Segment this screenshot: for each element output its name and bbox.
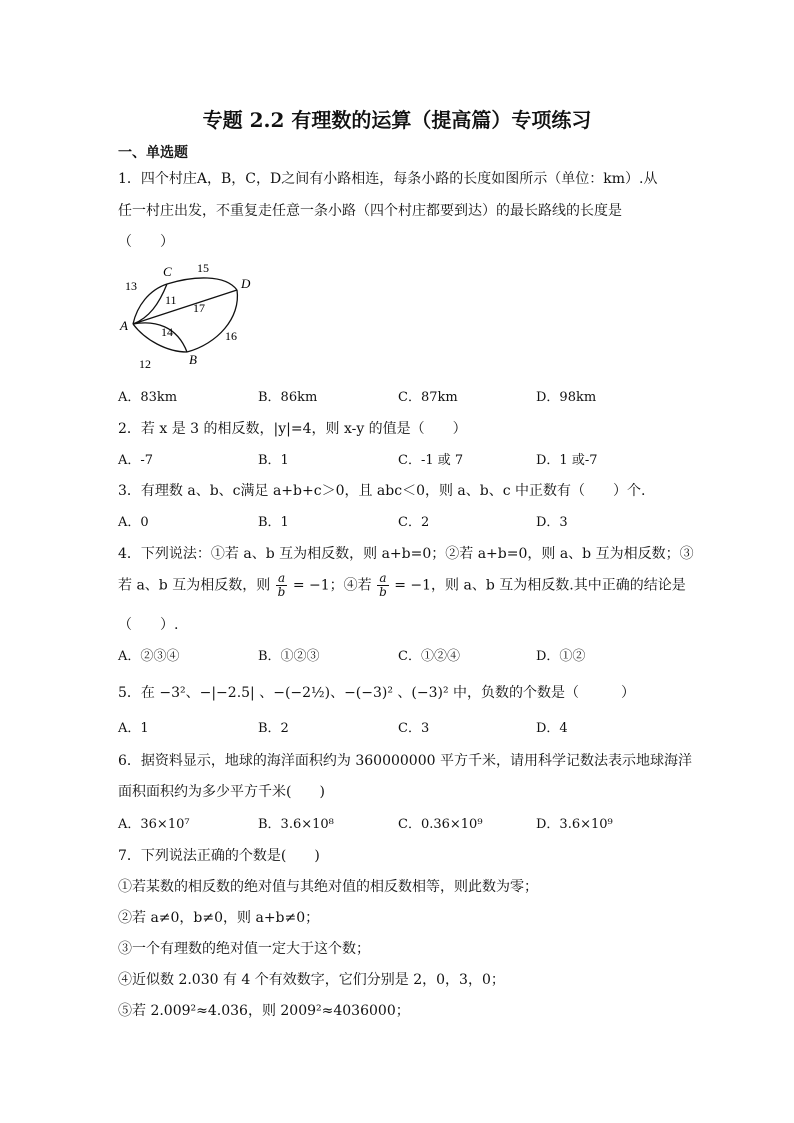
edge-label-ac: 13 [125, 279, 137, 293]
edge-label-ad: 17 [193, 301, 205, 315]
q4-line3: （ ）. [118, 617, 179, 633]
node-c-label: C [163, 264, 172, 279]
edge-label-cd: 15 [197, 261, 209, 275]
q5-option-b[interactable]: B．2 [258, 721, 289, 736]
q2-text: 2．若 x 是 3 的相反数，|y|=4，则 x-y 的值是（ ） [118, 421, 467, 437]
q3-option-c[interactable]: C．2 [398, 515, 430, 530]
fraction-denominator: b [277, 585, 286, 599]
q1-option-c[interactable]: C．87km [398, 390, 458, 405]
edge-label-ab: 12 [139, 357, 151, 371]
edge-c-d [167, 278, 237, 290]
q4-line1: 4．下列说法：①若 a、b 互为相反数，则 a+b=0；②若 a+b=0，则 a、b 互为相反数；③ [118, 546, 694, 562]
node-a-label: A [120, 318, 128, 333]
edge-label-ac-inner: 11 [165, 293, 177, 307]
q2-option-b[interactable]: B．1 [258, 453, 289, 468]
q1-option-d[interactable]: D．98km [536, 390, 597, 405]
fraction-a-over-b [276, 572, 288, 599]
q2-option-a[interactable]: A．-7 [118, 453, 154, 468]
q7-item-5: ⑤若 2.009²≈4.036，则 2009²≈4036000； [118, 1003, 410, 1019]
q4-line2 [118, 572, 686, 599]
q3-option-b[interactable]: B．1 [258, 515, 289, 530]
edge-label-ab-inner: 14 [161, 325, 173, 339]
q4-line2-part2: = −1；④若 [292, 577, 372, 594]
q4-option-c[interactable]: C．①②④ [398, 649, 460, 664]
fraction-denominator-2: b [379, 585, 387, 599]
q3-text: 3．有理数 a、b、c满足 a+b+c＞0，且 abc＜0，则 a、b、c 中正数有（ ）个. [118, 483, 646, 499]
q4-option-b[interactable]: B．①②③ [258, 649, 320, 664]
edge-a-b-inner [133, 323, 187, 352]
edge-label-bd: 16 [225, 329, 237, 343]
q6-option-d[interactable]: D．3.6×10⁹ [536, 817, 613, 832]
q4-option-a[interactable]: A．②③④ [118, 649, 180, 664]
fraction-numerator-2: a [377, 572, 389, 586]
q1-option-b[interactable]: B．86km [258, 390, 318, 405]
route-edges [133, 278, 237, 352]
q1-line1: 1．四个村庄A，B，C，D之间有小路相连，每条小路的长度如图所示（单位：km）.从 [118, 171, 658, 187]
q1-line2: 任一村庄出发，不重复走任意一条小路（四个村庄都要到达）的最长路线的长度是 [118, 203, 622, 219]
q3-option-d[interactable]: D．3 [536, 515, 568, 530]
q6-line1: 6．据资料显示，地球的海洋面积约为 360000000 平方千米，请用科学记数法表示地球海洋 [118, 753, 692, 769]
q7-item-1: ①若某数的相反数的绝对值与其绝对值的相反数相等，则此数为零； [118, 879, 538, 895]
q6-option-c[interactable]: C．0.36×10⁹ [398, 817, 483, 832]
q6-option-a[interactable]: A．36×10⁷ [118, 817, 190, 832]
q7-item-3: ③一个有理数的绝对值一定大于这个数； [118, 941, 370, 957]
section-heading: 一、单选题 [118, 145, 188, 161]
node-b-label: B [189, 352, 197, 367]
village-map-figure [115, 256, 265, 376]
q4-line2-part3: = −1，则 a、b 互为相反数.其中正确的结论是 [394, 577, 686, 594]
node-d-label: D [241, 276, 251, 291]
q4-option-d[interactable]: D．①② [536, 649, 586, 664]
q3-option-a[interactable]: A．0 [118, 515, 149, 530]
q5-option-a[interactable]: A．1 [118, 721, 149, 736]
q1-paren: （ ） [118, 234, 174, 250]
q4-line2-part1: 若 a、b 互为相反数，则 [118, 577, 271, 594]
q1-option-a[interactable]: A．83km [118, 390, 178, 405]
q5-option-c[interactable]: C．3 [398, 721, 430, 736]
q2-option-d[interactable]: D．1 或-7 [536, 453, 598, 468]
q5-option-d[interactable]: D．4 [536, 721, 568, 736]
q5-text: 5．在 −3²、−|−2.5| 、−(−2½)、−(−3)² 、(−3)² 中，负数的个数是（ ） [118, 685, 636, 701]
q7-item-2: ②若 a≠0，b≠0，则 a+b≠0； [118, 910, 320, 926]
q7-item-4: ④近似数 2.030 有 4 个有效数字，它们分别是 2，0，3，0； [118, 972, 505, 988]
q2-option-c[interactable]: C．-1 或 7 [398, 453, 464, 468]
fraction-numerator: a [276, 572, 288, 586]
q6-line2: 面积面积约为多少平方千米( ) [118, 784, 325, 800]
q6-option-b[interactable]: B．3.6×10⁸ [258, 817, 334, 832]
page-title: 专题 2.2 有理数的运算（提高篇）专项练习 [202, 108, 592, 132]
q7-text: 7．下列说法正确的个数是( ) [118, 848, 320, 864]
fraction-a-over-b-2 [377, 572, 389, 599]
